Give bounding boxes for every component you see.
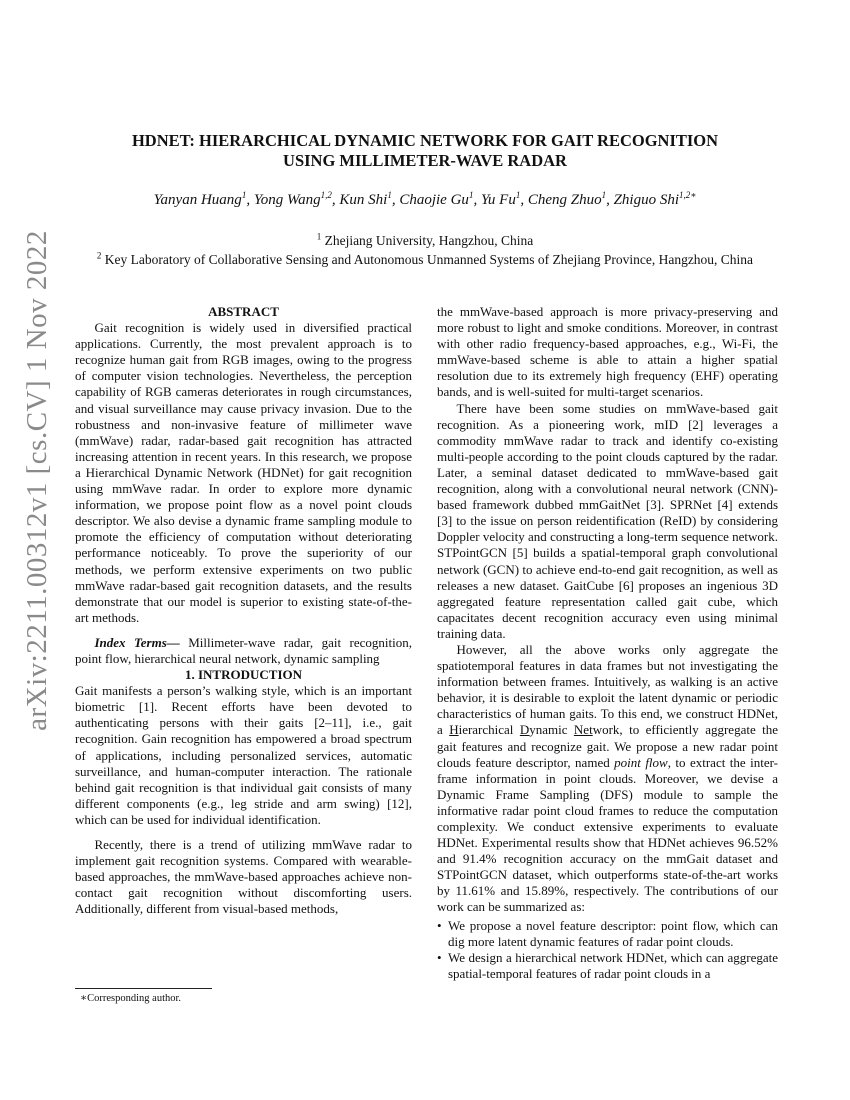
title-line-2: USING MILLIMETER-WAVE RADAR [283,151,567,170]
contribution-list [437,918,778,982]
author-affiliation-mark: 1 [601,190,607,200]
abstract-text: Gait recognition is widely used in diversified practical applications. Currently, the most prevalent approach is to recognize human gait from RGB images, owing to the progress of computer vision technologies. Nevertheless, the perception capability of RGB cameras deteriorates in rough circumstances, and visual surveillance may cause privacy invasion. Due to the robustness and non-invasive feature of millimeter wave (mmWave) radar, radar-based gait recognition has attracted increasing attention in recent years. In this research, we propose a Hierarchical Dynamic Network (HDNet) for gait recognition using mmWave radar. In order to explore more dynamic information, we propose point flow as a novel point clouds descriptor. We also devise a dynamic frame sampling module to promote the efficiency of computation without deteriorating performance noticeably. To prove the superiority of our methods, we perform extensive experiments on two public mmWave radar-based gait recognition datasets, and the results demonstrate that our model is superior to existing state-of-the-art methods. [75,320,412,625]
affiliation-text: Key Laboratory of Collaborative Sensing and Autonomous Unmanned Systems of Zhejiang Province, Hangzhou, China [104,252,754,267]
affiliation-2 [0,252,850,268]
intro-paragraph-2-continued: the mmWave-based approach is more privacy-preserving and more robust to light and smoke conditions. Moreover, in contrast with other radio frequency-based approaches, e.g., Wi-Fi, the mmWave-based scheme is able to attain a higher spatial resolution due to its extremely high frequency (EHF) operating bands, and is well-suited for multi-target scenarios. [437,304,778,400]
footnote: ∗Corresponding author. [80,993,182,1004]
intro-paragraph-2: Recently, there is a trend of utilizing mmWave radar to implement gait recognition systems. Compared with wearable-based approaches, the mmWave-based approaches achieve non-contact gait recognition without discomforting users. Additionally, different from visual-based methods, [75,837,412,917]
paper-title [0,131,850,171]
affiliation-mark: 1 [316,231,322,242]
author: Chaojie Gu [399,192,469,208]
index-terms-label: Index Terms— [94,634,180,650]
point-flow-emphasis: point flow [614,754,668,770]
index-terms-text: Millimeter-wave radar, gait recognition, point flow, hierarchical neural network, dynamic sampling [75,634,412,666]
footnote-rule [75,988,212,989]
index-terms [75,635,412,667]
left-column [75,304,412,917]
arxiv-identifier: arXiv:2211.00312v1 [cs.CV] 1 Nov 2022 [20,229,53,731]
introduction-heading: 1. INTRODUCTION [184,667,302,683]
author: Yong Wang [253,192,321,208]
author-affiliation-mark: 1 [515,190,521,200]
author-affiliation-mark: 1 [468,190,474,200]
intro-paragraph-1: Gait manifests a person’s walking style, which is an important biometric [1]. Recent efforts have been devoted to authenticating persons with their gaits [2–11], i.e., gait recognition. Gain recognition has empowered a broad spectrum of applications, including personalized services, automatic surveillance, and human-computer interaction. The rationale behind gait recognition is that individual gait consists of many different components (e.g., leg stride and arm swing) [12], which can be used for individual identification. [75,683,412,827]
author: Yanyan Huang [153,192,242,208]
abstract-heading: ABSTRACT [208,304,279,319]
affiliation-1 [0,233,850,249]
list-item: • We design a hierarchical network HDNet, which can aggregate spatial-temporal features of radar point clouds in a [437,950,778,982]
author: Kun Shi [339,192,388,208]
author-affiliation-mark: 1 [241,190,247,200]
intro-paragraph-3: There have been some studies on mmWave-based gait recognition. As a pioneering work, mID [2] leverages a commodity mmWave radar to track and identify co-existing multi-people according to the point clouds captured by the radar. Later, a seminal dataset dedicated to mmWave-based gait recognition, along with a convolutional neural network (CNN)-based framework dubbed mmGaitNet [3]. SPRNet [4] extends [3] to the issue on person reidentification (ReID) by considering Doppler velocity and constructing a long-term sequence network. STPointGCN [5] builds a spatial-temporal graph convolutional network (GCN) to achieve end-to-end gait recognition, as well as releases a new dataset. GaitCube [6] proposes an ingenious 3D aggregated feature representation called gait cube, which capacitates decent recognition accuracy even using minimal training data. [437,400,778,641]
title-line-1: HDNET: HIERARCHICAL DYNAMIC NETWORK FOR GAIT RECOGNITION [131,131,719,150]
author-affiliation-mark: 1,2∗ [679,190,697,200]
affiliation-text: Zhejiang University, Hangzhou, China [324,233,534,248]
intro-paragraph-4: However, all the above works only aggregate the spatiotemporal features in data frames but not investigating the information between frames. Intuitively, as walking is an active behavior, it is desirable to exploit the latent dynamic or periodic characteristics of human gaits. To this end, we construct HDNet, a Hierarchical Dynamic Network, to efficiently aggregate the gait features and recognize gait. We propose a new radar point clouds feature descriptor, named point flow, to extract the inter-frame information in point clouds. Moreover, we devise a Dynamic Frame Sampling (DFS) module to sample the informative radar point cloud frames to reduce the computation complexity. We conduct extensive experiments to evaluate HDNet. Experimental results show that HDNet achieves 96.52% and 91.4% recognition accuracy on the mmGait dataset and STPointGCN dataset, which outperforms state-of-the-art works by 11.61% and 15.89%, respectively. The contributions of our work can be summarized as: [437,641,779,915]
author: Zhiguo Shi [613,192,680,208]
affiliation-mark: 2 [96,250,102,261]
author: Yu Fu [480,192,516,208]
list-item: • We propose a novel feature descriptor: point flow, which can dig more latent dynamic features of radar point clouds. [437,918,778,950]
right-column [437,304,778,982]
author-list: Yanyan Huang$^1$, Yong Wang$^{1,2}$, Kun Shi$^1$, Chaojie Gu$^1$, Yu Fu$^1$, Cheng Zhuo$^1$, Zhiguo Shi$^{1,2∗}$ [153,190,697,208]
author: Cheng Zhuo [527,192,602,208]
author-affiliation-mark: 1 [387,190,392,200]
author-affiliation-mark: 1,2 [320,190,332,200]
arxiv-identifier-sidebar [16,229,58,731]
